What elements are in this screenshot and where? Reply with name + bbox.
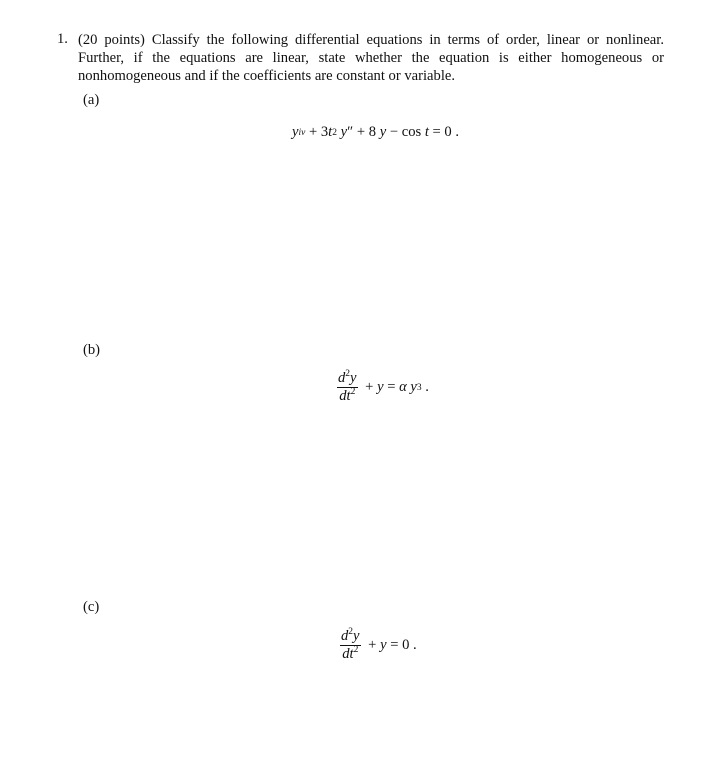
eq-sym: α [399, 379, 407, 395]
eq-sym: ″ [347, 124, 354, 140]
eq-sym: = 0 . [386, 637, 417, 653]
eq-sym: d [341, 628, 349, 644]
equation-c [340, 629, 417, 662]
eq-sym: 2 [353, 645, 359, 655]
eq-sym: y [353, 628, 360, 644]
eq-sym: t [424, 124, 429, 140]
eq-sym: + [364, 637, 381, 653]
eq-sym: + 3 [305, 124, 329, 140]
eq-sym: y [336, 124, 348, 140]
eq-sym: y [377, 379, 384, 395]
eq-sym: + 8 [353, 124, 380, 140]
part-b-label: (b) [83, 342, 101, 358]
eq-sym: dt [339, 388, 351, 404]
eq-sym: y [379, 124, 387, 140]
equation-b: $\frac{d^2y}{dt^2}$ + y = α y 3 . [338, 369, 429, 404]
eq-sym: y [350, 370, 357, 386]
eq-sym: + [361, 379, 378, 395]
fraction [340, 629, 361, 662]
eq-sym: iv [298, 127, 306, 138]
problem-number: 1. [57, 31, 68, 47]
problem-statement: (20 points) Classify the following differential equations in terms of order, linear or nonlinear. Further, if the equations are linear, state whether the equation is either homogeneous or nonhomogeneous and if the coefficients are constant or variable. [78, 32, 664, 84]
eq-sym: 2 [350, 387, 356, 397]
equation-a: y iv + 3 t 2 y ″ + 8 y − cos t = 0 . [292, 124, 460, 140]
eq-sym: = [383, 379, 400, 395]
eq-sym: t [328, 124, 333, 140]
eq-sym: . [421, 379, 429, 395]
eq-sym: d [338, 370, 346, 386]
fraction [337, 371, 358, 404]
eq-sym: dt [342, 646, 354, 662]
eq-sym: = 0 . [428, 124, 460, 140]
eq-sym: y [406, 379, 417, 395]
eq-sym: y [380, 637, 387, 653]
part-c-label: (c) [83, 599, 100, 615]
eq-sym: − cos [386, 124, 425, 140]
eq-sym: 2 [348, 627, 354, 637]
eq-sym: y [292, 124, 299, 140]
part-a-label: (a) [83, 92, 100, 108]
eq-sym: 2 [345, 369, 351, 379]
